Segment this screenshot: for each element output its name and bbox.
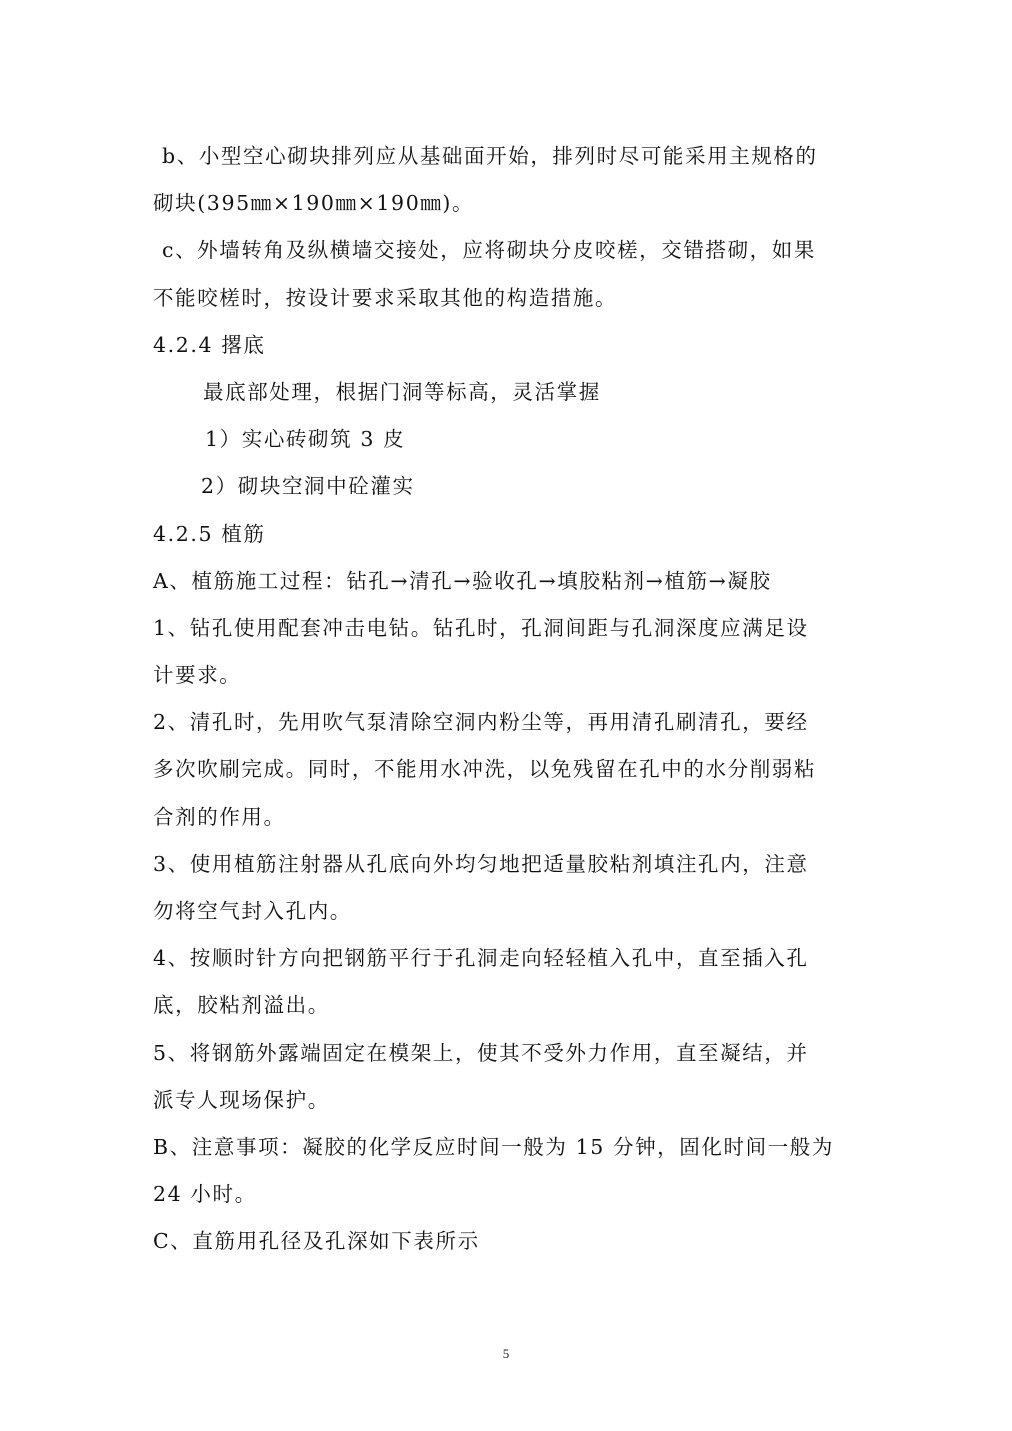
step-4-line-1: 4、按顺时针方向把钢筋平行于孔洞走向轻轻植入孔中，直至插入孔 bbox=[153, 946, 809, 971]
paragraph-c-line-2: 不能咬槎时，按设计要求采取其他的构造措施。 bbox=[153, 285, 618, 310]
step-5-line-1: 5、将钢筋外露端固定在模架上，使其不受外力作用，直至凝结，并 bbox=[153, 1040, 809, 1065]
step-2-line-3: 合剂的作用。 bbox=[153, 804, 286, 829]
paragraph-c-table-intro: C、直筋用孔径及孔深如下表所示 bbox=[153, 1229, 480, 1254]
paragraph-b-notes-line-2: 24 小时。 bbox=[153, 1182, 257, 1207]
step-2-line-2: 多次吹刷完成。同时，不能用水冲洗，以免残留在孔中的水分削弱粘 bbox=[153, 757, 816, 782]
paragraph-b-notes-line-1: B、注意事项：凝胶的化学反应时间一般为 15 分钟，固化时间一般为 bbox=[153, 1134, 834, 1159]
section-heading-4-2-4: 4.2.4 撂底 bbox=[153, 332, 266, 357]
step-4-line-2: 底，胶粘剂溢出。 bbox=[153, 993, 330, 1018]
document-body bbox=[153, 133, 863, 1266]
step-3-line-1: 3、使用植筋注射器从孔底向外均匀地把适量胶粘剂填注孔内，注意 bbox=[153, 851, 809, 876]
page-number: 5 bbox=[502, 1346, 510, 1361]
paragraph-a-process: A、植筋施工过程：钻孔→清孔→验收孔→填胶粘剂→植筋→凝胶 bbox=[153, 568, 772, 593]
step-5-line-2: 派专人现场保护。 bbox=[153, 1087, 330, 1112]
step-1-line-1: 1、钻孔使用配套冲击电钻。钻孔时，孔洞间距与孔洞深度应满足设 bbox=[153, 615, 809, 640]
list-item-2: 2）砌块空洞中砼灌实 bbox=[201, 474, 415, 499]
step-2-line-1: 2、清孔时，先用吹气泵清除空洞内粉尘等，再用清孔刷清孔，要经 bbox=[153, 710, 809, 735]
paragraph-b-line-1: b、小型空心砌块排列应从基础面开始，排列时尽可能采用主规格的 bbox=[162, 144, 818, 168]
paragraph-bottom-treatment: 最底部处理，根据门洞等标高，灵活掌握 bbox=[203, 379, 601, 404]
list-item-1: 1）实心砖砌筑 3 皮 bbox=[205, 427, 406, 452]
paragraph-c-line-1: c、外墙转角及纵横墙交接处，应将砌块分皮咬槎，交错搭砌，如果 bbox=[162, 238, 816, 263]
step-1-line-2: 计要求。 bbox=[153, 663, 242, 688]
section-heading-4-2-5: 4.2.5 植筋 bbox=[153, 521, 266, 546]
step-3-line-2: 勿将空气封入孔内。 bbox=[153, 899, 352, 923]
paragraph-b-line-2: 砌块(395㎜×190㎜×190㎜)。 bbox=[153, 191, 475, 216]
